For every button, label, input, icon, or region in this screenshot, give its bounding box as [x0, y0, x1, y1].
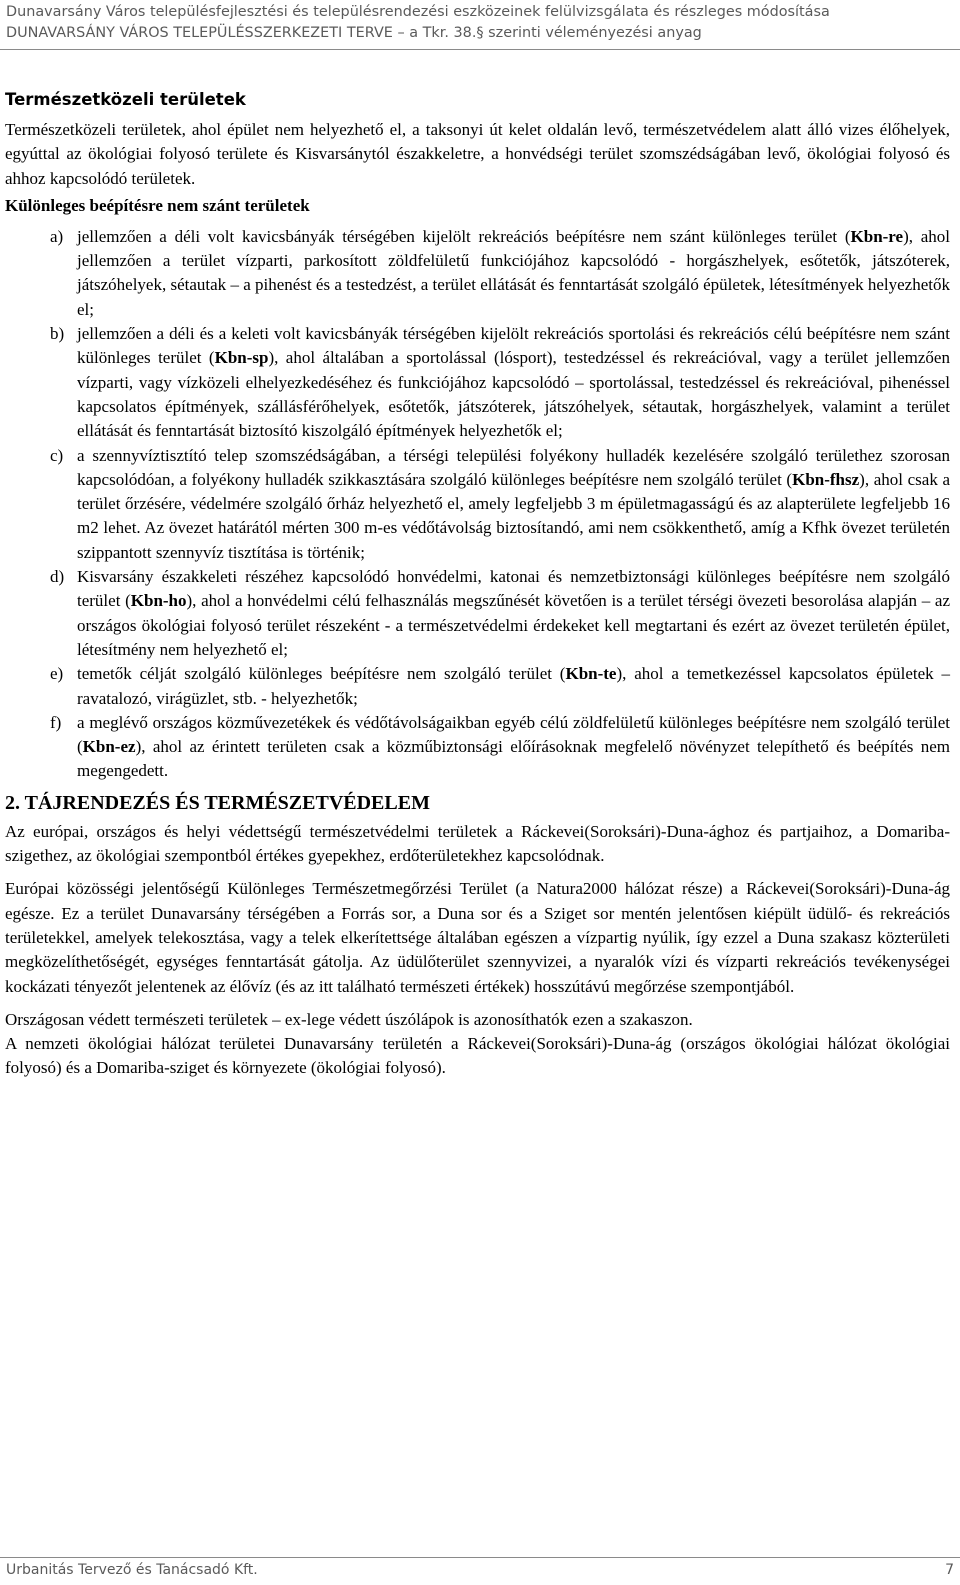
list-item: [5, 444, 950, 565]
zone-code: Kbn-ez: [82, 737, 136, 757]
list-item: [5, 225, 950, 322]
list-item-text: jellemzően a déli és a keleti volt kavicsbányák térségében kijelölt rekreációs sportolási és rekreációs célú beépítésre nem szánt különleges terület (: [77, 324, 950, 368]
page-footer: [0, 1557, 960, 1585]
list-item-text: ), ahol az érintett területen csak a közműbiztonsági előírásoknak megfelelő növényzet telepíthető és beépítés nem megengedett.: [77, 737, 950, 781]
paragraph-natura2000: Európai közösségi jelentőségű Különleges Természetmegőrzési Terület (a Natura2000 hálózat része) a Ráckevei(Soroksári)-Duna-ág egésze. Ez a terület Dunavarsány térségében a Forrás sor, a Duna sor és a Sziget sor mentén jelentősen kiépült üdülő- és rekreációs területekkel, amelyek telekosztása, vagy a telek elkerítettsége általában egészen a vízpartig nyúlik, így ezzel a Duna szakasz közterületi megközelíthetőségét, egységes fenntartását gátolja. Az üdülőterület szennyvizei, a nyaralók vízi és vízparti rekreációs tevékenységei kockázati tényezőt jelentenek az élővíz (és az itt található természeti értékek) hosszútávú megőrzése szempontjából.: [5, 879, 950, 996]
page-number: 7: [945, 1562, 954, 1578]
list-item-text: ), ahol a honvédelmi célú felhasználás megszűnését követően is a terület térségi övezeti besorolása alapján – az országos ökológiai folyosó terület részeként - a természetvédelmi érdekeket kell megtartani és ezért az övezet területén épület, létesítmény nem helyezhető el;: [77, 591, 950, 659]
list-item-label: d): [50, 567, 65, 587]
list-item-label: e): [50, 664, 64, 684]
footer-company: Urbanitás Tervező és Tanácsadó Kft.: [6, 1562, 258, 1578]
zone-code: Kbn-te: [565, 664, 617, 684]
list-item-text: ), ahol csak a terület őrzésére, védelmére szolgáló őrház helyezhető el, amely legfeljebb 3 m épületmagasságú és az alapterülete legfeljebb 16 m2 lehet. Az övezet határától mérten 300 m-es védőtávolság biztosítandó, ami nem csökkenthető, amíg a Kfhk övezet területén szippantott szennyvíz tisztítása is történik;: [77, 469, 950, 562]
list-item: [5, 711, 950, 784]
list-item-text: jellemzően a déli volt kavicsbányák térségében kijelölt rekreációs beépítésre nem szánt különleges terület (: [77, 226, 851, 246]
list-item: [5, 565, 950, 662]
list-item-text: a szennyvíztisztító telep szomszédságában, a térségi települési folyékony hulladék kezelésére szolgáló területhez szorosan kapcsolódóan, a folyékony hulladék szikkasztására szolgáló különleges beépítésre nem szolgáló terület (: [77, 445, 950, 489]
paragraph-okologiai-halozat: A nemzeti ökológiai hálózat területei Dunavarsány területén a Ráckevei(Soroksári)-Duna-ág (országos ökológiai hálózat ökológiai folyosó) és a Domariba-sziget és környezete (ökológiai folyosó).: [5, 1034, 950, 1078]
zone-code: Kbn-re: [850, 226, 904, 246]
section-title-tajrendezes: 2. TÁJRENDEZÉS ÉS TERMÉSZETVÉDELEM: [5, 791, 430, 814]
document-body: [5, 86, 950, 1081]
list-item-text: ), ahol a temetkezéssel kapcsolatos épületek – ravatalozó, virágüzlet, stb. - helyezhetők;: [77, 664, 950, 708]
paragraph-vedett-teruletek: Az európai, országos és helyi védettségű természetvédelmi területek a Ráckevei(Soroksári)-Duna-ághoz és partjaihoz, a Domariba-szigethez, az ökológiai szempontból értékes gyepekhez, erdőterületekhez kapcsolódnak.: [5, 821, 950, 866]
list-item-text: temetők célját szolgáló különleges beépítésre nem szolgáló terület (: [77, 664, 566, 684]
list-item-text: ), ahol általában a sportolással (lósport), testedzéssel és rekreációval, vagy a terület jellemzően vízparti, vagy vízközeli elhelyezkedéséhez és funkciójához kapcsolódó – sportolással, testedzéssel és rekreációval, pihenéssel kapcsolatos építmények, szállásférőhelyek, esőtetők, játszóterek, játszóhelyek, sétautak, horgászhelyek, valamint a terület ellátását és fenntartását biztosító kiszolgáló építmények helyezhetők el;: [77, 348, 950, 441]
list-item-text: a meglévő országos közművezetékek és védőtávolságaikban egyéb célú zöldfelületű különleges beépítésre nem szolgáló terület (: [77, 712, 950, 757]
list-item-label: a): [50, 226, 64, 246]
list-item-label: c): [50, 445, 64, 465]
header-line-2: DUNAVARSÁNY VÁROS TELEPÜLÉSSZERKEZETI TERVE – a Tkr. 38.§ szerinti véleményezési anyag: [6, 25, 702, 41]
list-item-text: Kisvarsány északkeleti részéhez kapcsolódó honvédelmi, katonai és nemzetbiztonsági különleges beépítésre nem szolgáló terület (: [77, 567, 950, 611]
section-heading-kulonleges: Különleges beépítésre nem szánt területek: [5, 195, 310, 215]
zone-code: Kbn-fhsz: [792, 469, 860, 489]
zone-code: Kbn-sp: [214, 348, 269, 368]
kulonleges-list: [5, 225, 950, 784]
list-item: [5, 662, 950, 711]
paragraph-orszagosan-vedett: Országosan védett természeti területek – ex-lege védett úszólápok is azonosíthatók ezen a szakaszon.: [5, 1009, 693, 1029]
list-item: [5, 322, 950, 443]
zone-code: Kbn-ho: [130, 591, 187, 611]
paragraph-termeszetkozeli: Természetközeli területek, ahol épület nem helyezhető el, a taksonyi út kelet oldalán levő, természetvédelem alatt álló vizes élőhelyek, egyúttal az ökológiai folyosó területe és Kisvarsánytól északkeletre, a honvédségi terület szomszédságában levő, ökológiai folyosó és ahhoz kapcsolódó területek.: [5, 120, 950, 188]
list-item-label: b): [50, 324, 65, 344]
page-header: [0, 0, 960, 50]
section-heading-termeszetkozeli: Természetközeli területek: [5, 90, 246, 109]
header-line-1: Dunavarsány Város településfejlesztési és településrendezési eszközeinek felülvizsgálata és részleges módosítása: [6, 4, 830, 20]
list-item-text: ), ahol jellemzően a terület vízparti, parkosított zöldfelületű funkciójához kapcsolódó - horgászhelyek, esőtetők, játszóterek, játszóhelyek, sétautak – a pihenést és a testedzést, a terület ellátását és fenntartását szolgáló épületek, létesítmények helyezhetők el;: [77, 226, 950, 319]
list-item-label: f): [50, 712, 62, 732]
